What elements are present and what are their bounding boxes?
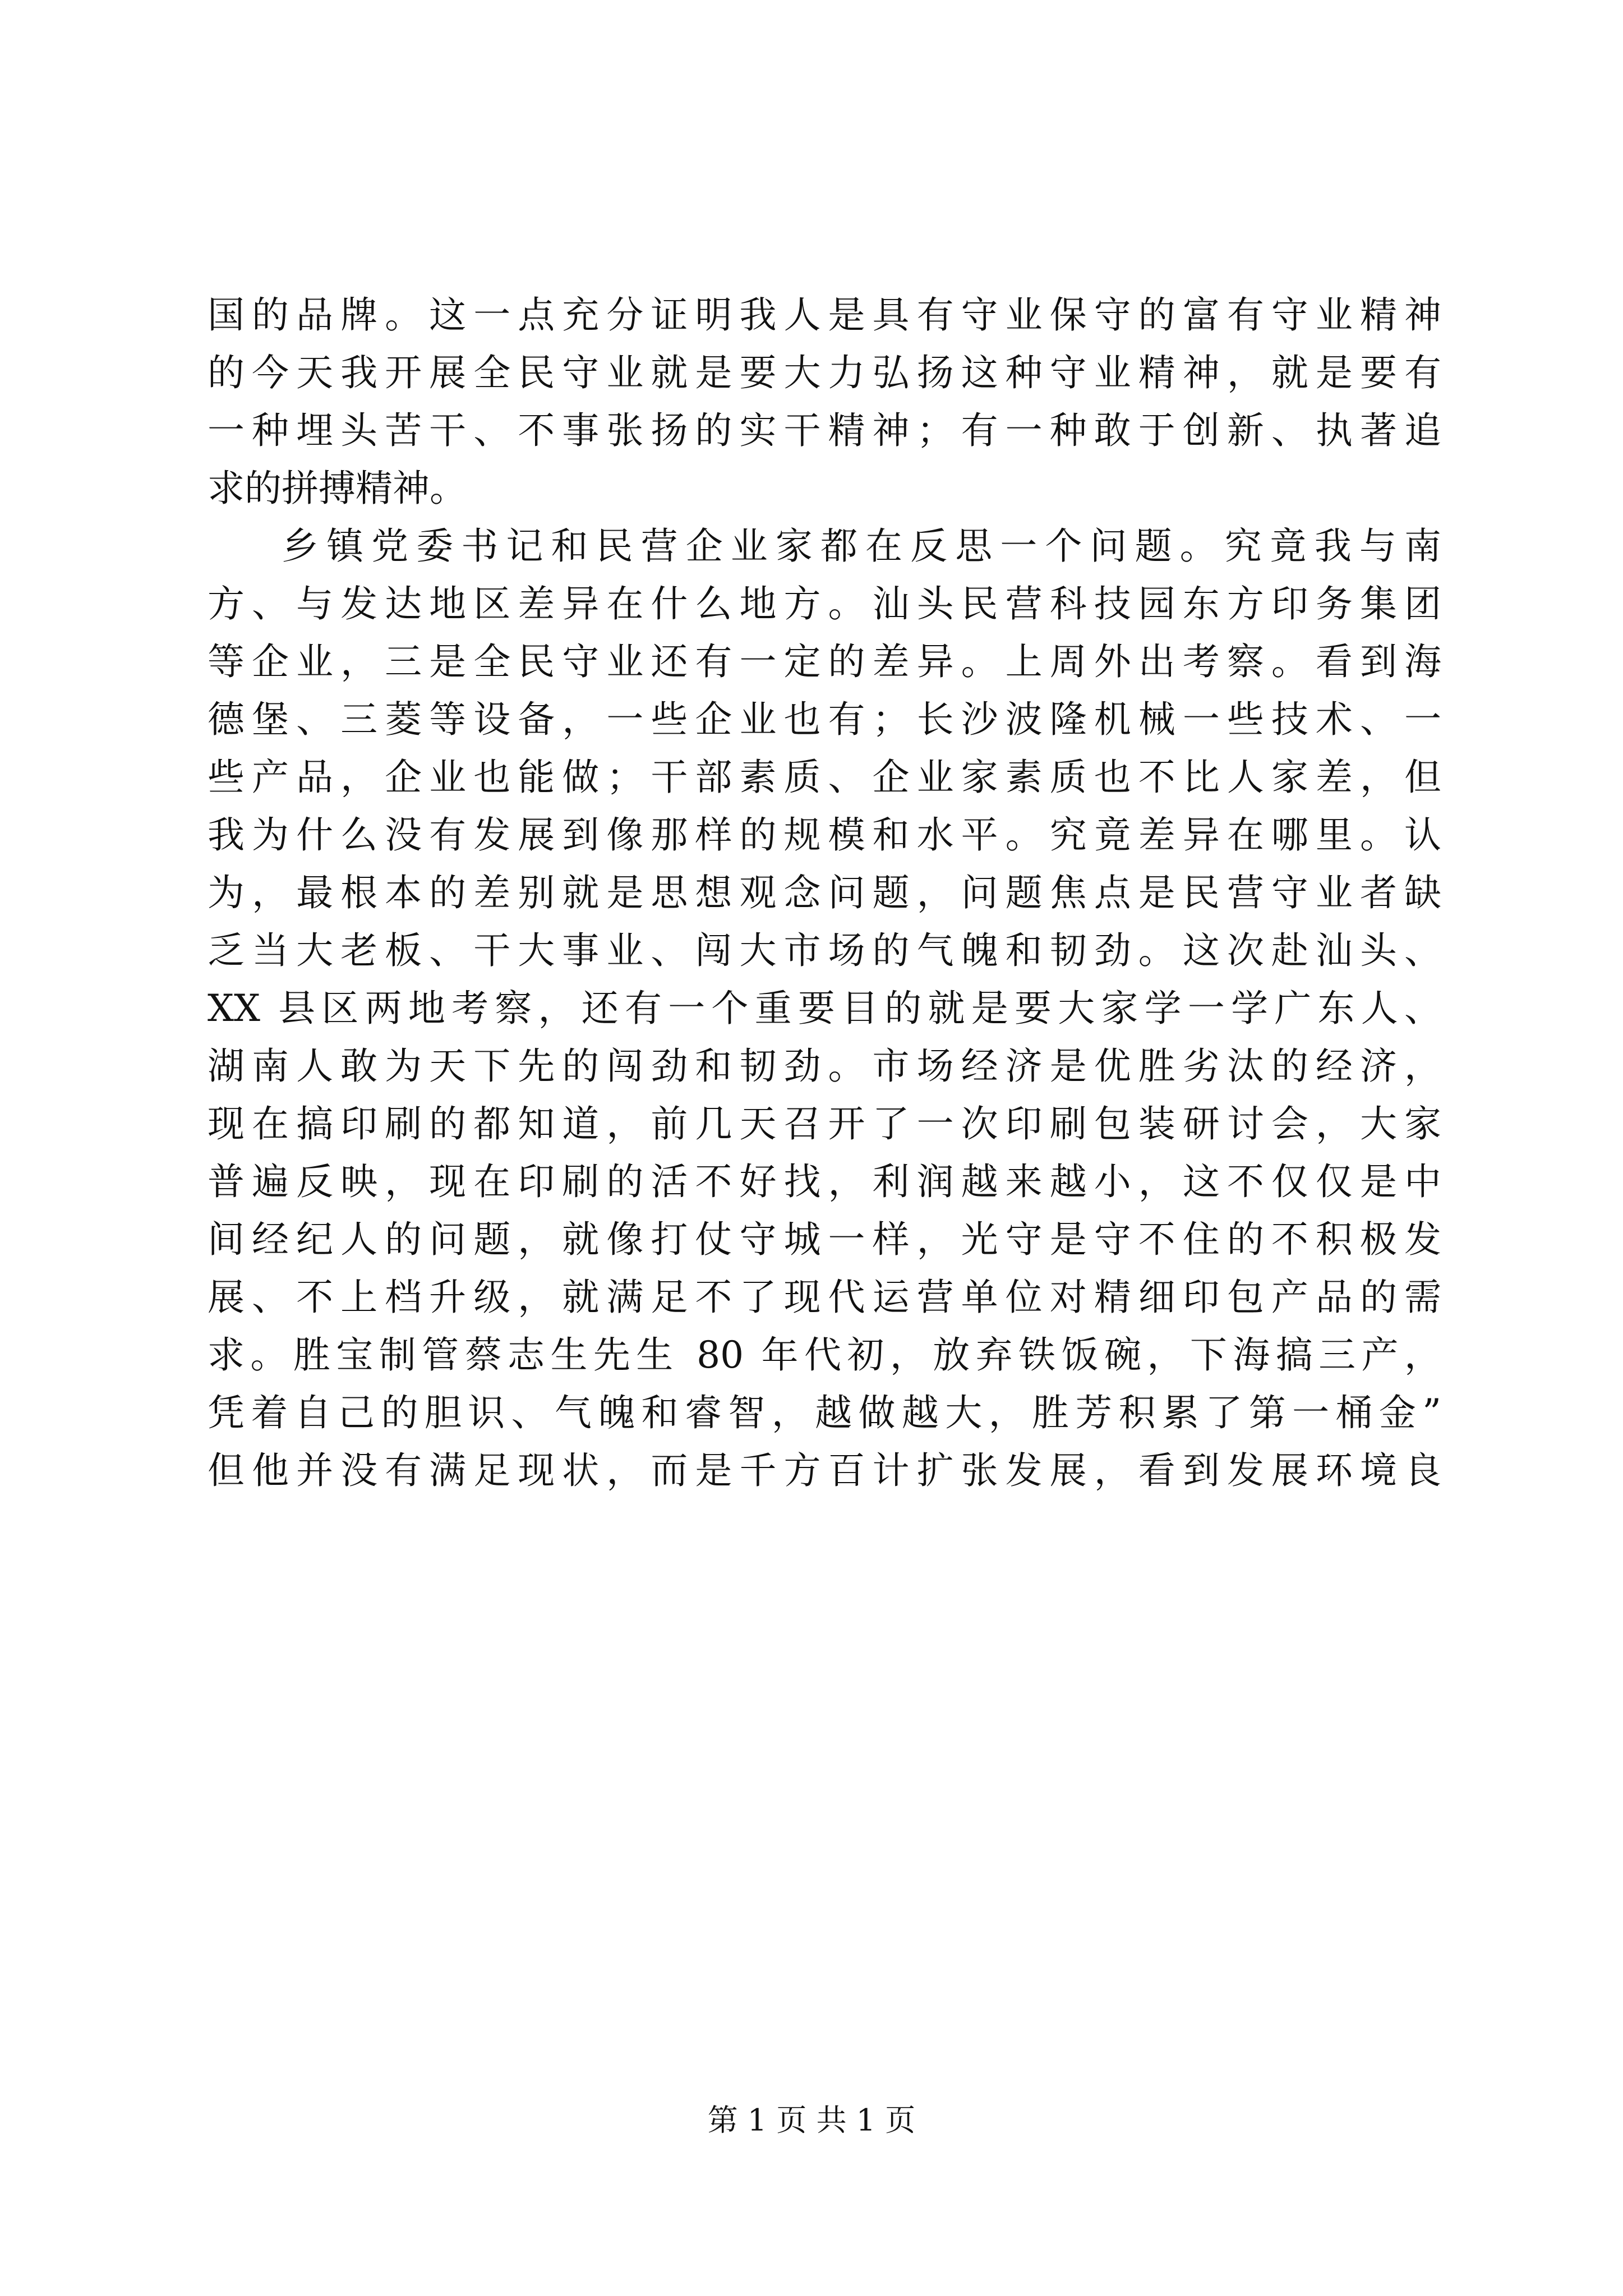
text-line: 间经纪人的问题，就像打仗守城一样，光守是守不住的不积极发	[208, 1218, 1441, 1261]
text-line: 现在搞印刷的都知道，前几天召开了一次印刷包装研讨会，大家	[208, 1102, 1441, 1145]
text-line: 展、不上档升级，就满足不了现代运营单位对精细印包产品的需	[208, 1276, 1441, 1319]
text-line: 些产品，企业也能做；干部素质、企业家素质也不比人家差，但	[208, 756, 1441, 799]
text-line: 一种埋头苦干、不事张扬的实干精神；有一种敢于创新、执著追	[208, 409, 1441, 452]
text-line: 求的拼搏精神。	[208, 467, 467, 510]
document-body	[208, 286, 1441, 1499]
text-line: 湖南人敢为天下先的闯劲和韧劲。市场经济是优胜劣汰的经济，	[208, 1045, 1441, 1088]
text-line: 德堡、三菱等设备，一些企业也有；长沙波隆机械一些技术、一	[208, 698, 1441, 741]
text-line: 我为什么没有发展到像那样的规模和水平。究竟差异在哪里。认	[208, 813, 1441, 857]
text-line: 等企业，三是全民守业还有一定的差异。上周外出考察。看到海	[208, 640, 1441, 683]
text-line: 为，最根本的差别就是思想观念问题，问题焦点是民营守业者缺	[208, 871, 1441, 914]
text-line: 乏当大老板、干大事业、闯大市场的气魄和韧劲。这次赴汕头、	[208, 929, 1441, 972]
text-line: 求。胜宝制管蔡志生先生 80 年代初，放弃铁饭碗，下海搞三产，	[208, 1333, 1441, 1377]
text-line: XX 县区两地考察，还有一个重要目的就是要大家学一学广东人、	[208, 987, 1441, 1030]
text-line: 凭着自己的胆识、气魄和睿智，越做越大，胜芳积累了第一桶金”	[208, 1391, 1441, 1434]
text-line: 方、与发达地区差异在什么地方。汕头民营科技园东方印务集团	[208, 582, 1441, 625]
text-line: 普遍反映，现在印刷的活不好找，利润越来越小，这不仅仅是中	[208, 1160, 1441, 1203]
text-line: 的今天我开展全民守业就是要大力弘扬这种守业精神，就是要有	[208, 351, 1441, 394]
page-number-footer: 第 1 页 共 1 页	[707, 2102, 916, 2138]
text-line: 国的品牌。这一点充分证明我人是具有守业保守的富有守业精神	[208, 293, 1441, 337]
text-line: 但他并没有满足现状，而是千方百计扩张发展，看到发展环境良	[208, 1449, 1441, 1492]
text-line: 乡镇党委书记和民营企业家都在反思一个问题。究竟我与南	[282, 524, 1441, 568]
